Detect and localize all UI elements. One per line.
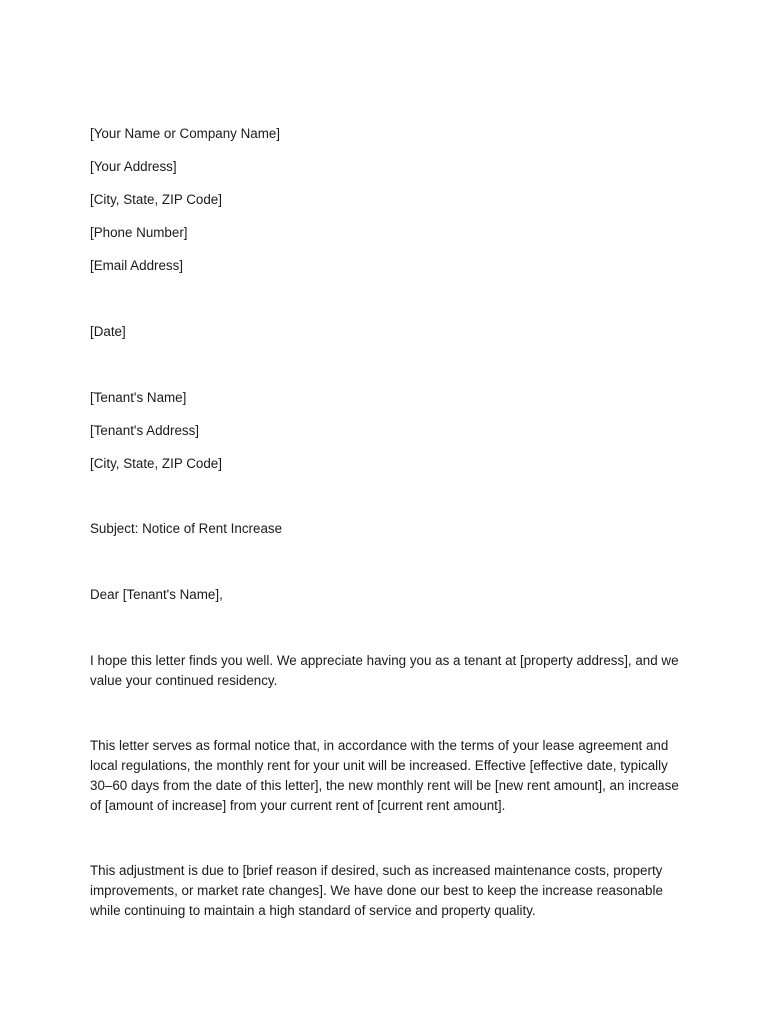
salutation: Dear [Tenant's Name], — [90, 587, 223, 602]
recipient-name: [Tenant's Name] — [90, 390, 187, 405]
sender-address: [Your Address] — [90, 159, 177, 174]
sender-email: [Email Address] — [90, 258, 184, 273]
subject-line: Subject: Notice of Rent Increase — [90, 521, 283, 536]
date-block — [90, 322, 680, 342]
sender-name: [Your Name or Company Name] — [90, 126, 281, 141]
sender-city-state-zip: [City, State, ZIP Code] — [90, 192, 222, 207]
letter-body — [90, 124, 680, 921]
recipient-city-state-zip: [City, State, ZIP Code] — [90, 456, 222, 471]
sender-block — [90, 124, 680, 276]
body-paragraph-1: I hope this letter finds you well. We appreciate having you as a tenant at [property address], and we value your continued residency. — [90, 653, 679, 688]
letter-date: [Date] — [90, 324, 126, 339]
sender-phone: [Phone Number] — [90, 225, 188, 240]
body-paragraph-2: This letter serves as formal notice that, in accordance with the terms of your lease agreement and local regulations, the monthly rent for your unit will be increased. Effective [effective date, typically 30–60 days from the date of this letter], the new monthly rent will be [new rent amount], an increase of [amount of increase] from your current rent of [current rent amount]. — [90, 738, 679, 813]
body-paragraph-3: This adjustment is due to [brief reason if desired, such as increased maintenance costs, property improvements, or market rate changes]. We have done our best to keep the increase reasonable while continuing to maintain a high standard of service and property quality. — [90, 863, 663, 918]
recipient-block — [90, 388, 680, 474]
recipient-address: [Tenant's Address] — [90, 423, 200, 438]
